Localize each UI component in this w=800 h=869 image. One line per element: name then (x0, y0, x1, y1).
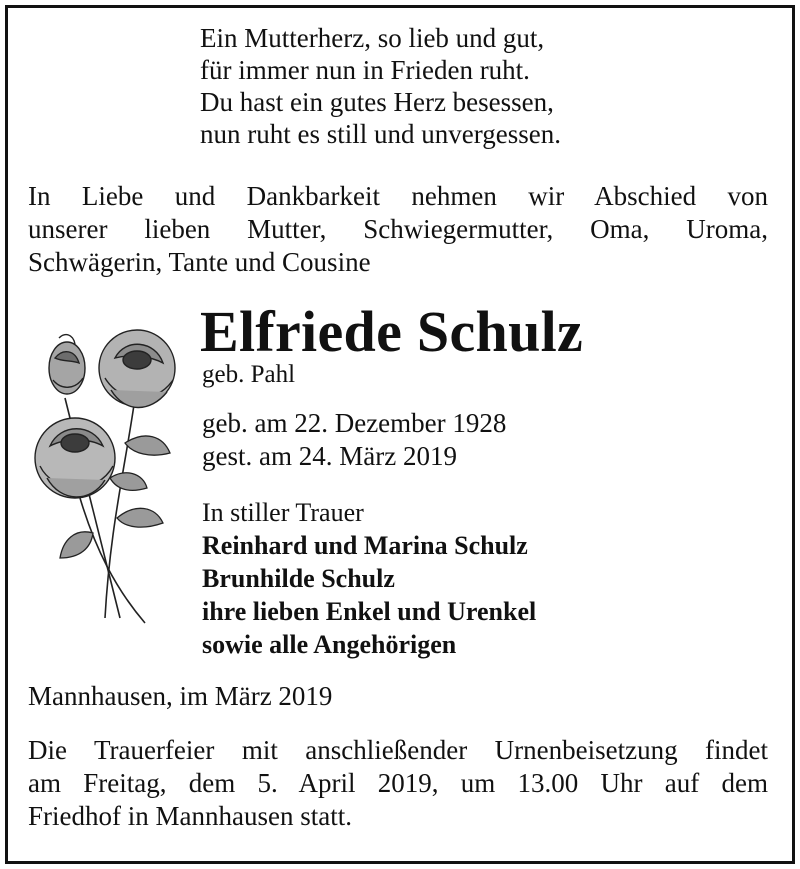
mourner-name: Reinhard und Marina Schulz (202, 531, 528, 560)
roses-icon (25, 318, 190, 628)
birth-date: geb. am 22. Dezember 1928 (202, 408, 507, 438)
funeral-line: am Freitag, dem 5. April 2019, um 13.00 Uhr auf dem (28, 768, 768, 798)
poem (200, 22, 760, 150)
poem-line: nun ruht es still und unvergessen. (200, 119, 561, 149)
intro-line: In Liebe und Dankbarkeit nehmen wir Abschied von (28, 181, 768, 211)
deceased-name: Elfriede Schulz (200, 299, 584, 364)
funeral-line: Friedhof in Mannhausen statt. (28, 801, 352, 831)
mourners-list (202, 496, 536, 661)
place-date: Mannhausen, im März 2019 (28, 681, 333, 711)
life-dates (202, 407, 506, 473)
death-date: gest. am 24. März 2019 (202, 441, 457, 471)
mourners-heading: In stiller Trauer (202, 498, 364, 527)
poem-line: Du hast ein gutes Herz besessen, (200, 87, 554, 117)
intro-line: Schwägerin, Tante und Cousine (28, 247, 371, 277)
funeral-notice (28, 734, 768, 833)
intro-text (28, 180, 768, 279)
mourner-name: ihre lieben Enkel und Urenkel (202, 597, 537, 626)
funeral-line: Die Trauerfeier mit anschließender Urnenbeisetzung findet (28, 735, 768, 765)
mourner-name: sowie alle Angehörigen (202, 630, 457, 659)
maiden-name: geb. Pahl (202, 361, 296, 388)
poem-line: für immer nun in Frieden ruht. (200, 55, 530, 85)
poem-line: Ein Mutterherz, so lieb und gut, (200, 23, 545, 53)
intro-line: unserer lieben Mutter, Schwiegermutter, Oma, Uroma, (28, 214, 768, 244)
mourner-name: Brunhilde Schulz (202, 564, 395, 593)
